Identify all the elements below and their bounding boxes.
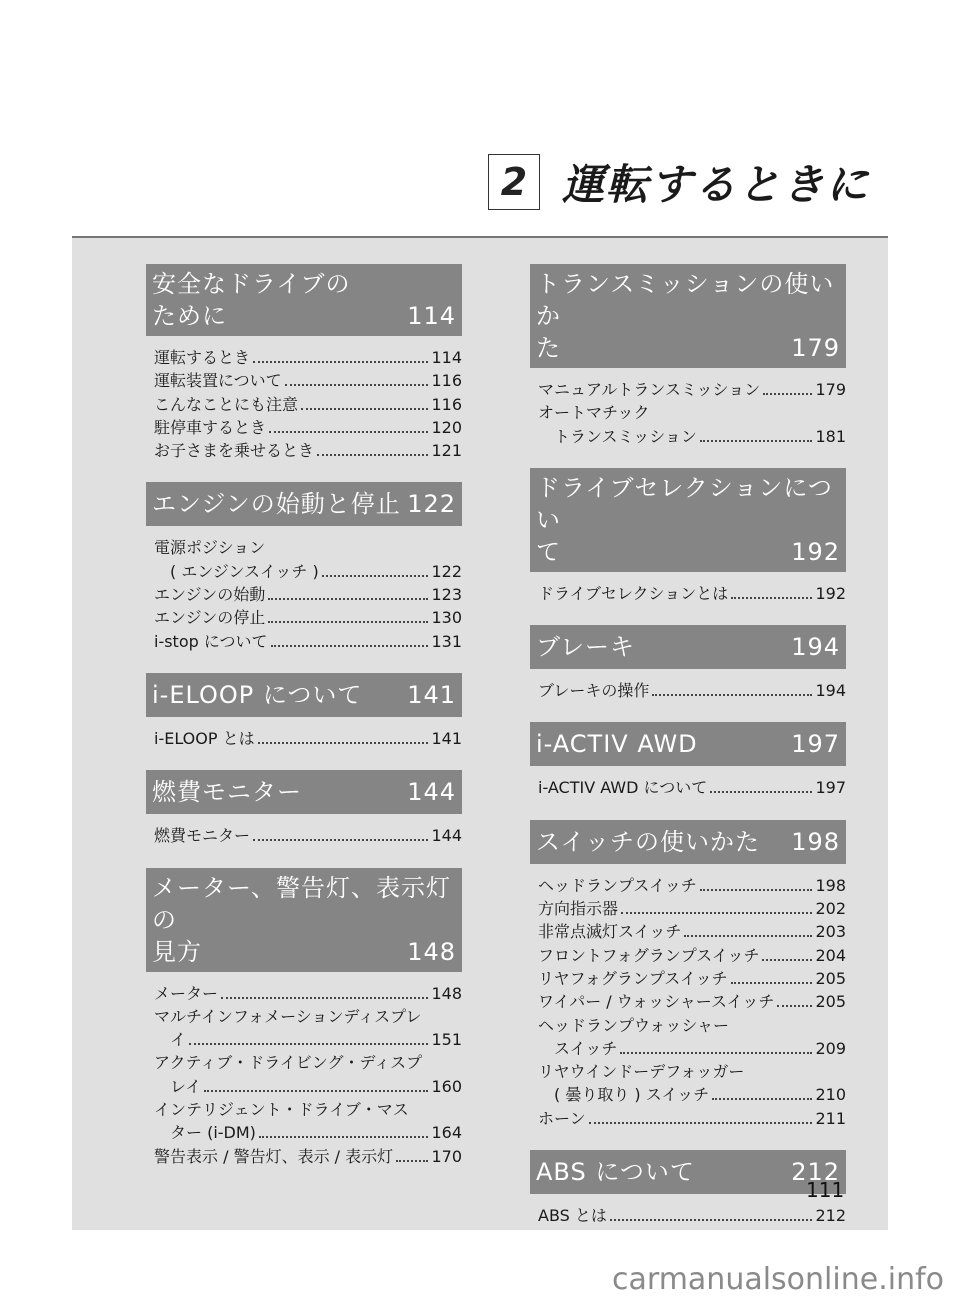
section-page: 197 [791,730,840,759]
toc-entry[interactable]: 運転するとき 114 [154,348,462,367]
toc-entry[interactable]: ヘッドランプウォッシャー スイッチ 209 [538,1015,846,1058]
toc-entry[interactable]: マニュアルトランスミッション 179 [538,380,846,399]
toc-left-column [146,264,462,1188]
toc-entry[interactable]: i-ELOOP とは 141 [154,728,462,748]
section-entries [146,814,462,867]
section-page: 122 [407,490,456,519]
section-entries [530,572,846,625]
section-page: 212 [791,1158,840,1187]
section-title: ABS について [536,1158,695,1187]
toc-entry[interactable]: リヤウインドーデフォッガー ( 曇り取り ) スイッチ 210 [538,1062,846,1105]
section-entries [146,717,462,770]
toc-entry[interactable]: 電源ポジション ( エンジンスイッチ ) 122 [154,538,462,581]
section-heading[interactable] [530,264,846,368]
toc-entry[interactable]: アクティブ・ドライビング・ディスプ レイ 160 [154,1053,462,1096]
toc-entry[interactable]: ホーン 211 [538,1108,846,1128]
section-page: 192 [791,537,840,566]
section-entries [530,1194,846,1247]
section-heading[interactable] [146,770,462,814]
section-title: 見方 [152,937,202,966]
toc-entry[interactable]: i-ACTIV AWD について 197 [538,778,846,798]
section-title: ブレーキ [536,633,636,662]
toc-entry[interactable]: 駐停車するとき 120 [154,417,462,437]
toc-right-column [530,264,846,1247]
toc-entry[interactable]: エンジンの停止 130 [154,608,462,628]
toc-entry[interactable]: インテリジェント・ドライブ・マス ター (i-DM) 164 [154,1100,462,1143]
page-number: 111 [806,1178,845,1202]
toc-entry[interactable]: ABS とは 212 [538,1206,846,1226]
section-page: 148 [407,937,456,966]
toc-entry[interactable]: i-stop について 131 [154,631,462,651]
section-title: エンジンの始動と停止 [152,490,401,519]
toc-entry[interactable]: オートマチック トランスミッション 181 [538,403,846,446]
chapter-number-box: 2 [488,154,540,210]
section-entries [146,526,462,672]
chapter-header [488,152,870,212]
section-title: て [536,537,561,566]
toc-entry[interactable]: マルチインフォメーションディスプレ イ 151 [154,1006,462,1050]
section-heading[interactable] [146,868,462,972]
section-heading[interactable] [146,482,462,526]
toc-entry[interactable]: 非常点滅灯スイッチ 203 [538,922,846,942]
chapter-title: 運転するときに [562,160,871,209]
toc-entry[interactable]: エンジンの始動 123 [154,585,462,605]
section-title: メーター、警告灯、表示灯の [152,873,452,934]
section-page: 144 [407,778,456,807]
toc-entry[interactable]: メーター 148 [154,983,462,1003]
section-heading[interactable] [530,468,846,572]
section-title: 安全なドライブの [152,270,351,298]
section-heading[interactable] [530,625,846,669]
toc-entry[interactable]: フロントフォグランプスイッチ 204 [538,945,846,965]
toc-entry[interactable]: ヘッドランプスイッチ 198 [538,875,846,895]
section-heading[interactable] [530,1150,846,1194]
section-heading[interactable] [146,264,462,336]
toc-entry[interactable]: 警告表示 / 警告灯、表示 / 表示灯 170 [154,1146,462,1166]
section-entries [530,368,846,468]
toc-entry[interactable]: リヤフォグランプスイッチ 205 [538,968,846,988]
section-title: ために [152,302,227,330]
section-title: た [536,334,561,362]
section-page: 179 [791,334,840,362]
section-title: スイッチの使いかた [536,827,761,856]
section-entries [146,972,462,1188]
section-page: 141 [407,680,456,709]
section-title: i-ELOOP について [152,680,363,709]
section-entries [146,336,462,482]
section-heading[interactable] [530,820,846,864]
section-heading[interactable] [530,722,846,766]
section-heading[interactable] [146,673,462,717]
section-entries [530,669,846,722]
watermark: carmanualsonline.info [612,1262,944,1297]
toc-entry[interactable]: ブレーキの操作 194 [538,681,846,701]
section-title: ドライブセレクションについ [536,473,833,534]
section-page: 198 [791,827,840,856]
toc-entry[interactable]: お子さまを乗せるとき 121 [154,441,462,461]
section-page: 114 [407,302,456,330]
section-title: 燃費モニター [152,778,302,807]
section-title: i-ACTIV AWD [536,730,698,759]
toc-entry[interactable]: 燃費モニター 144 [154,826,462,846]
section-entries [530,864,846,1150]
section-entries [530,766,846,819]
section-page: 194 [791,633,840,662]
toc-entry[interactable]: こんなことにも注意 116 [154,394,462,414]
toc-entry[interactable]: 運転装置について 116 [154,371,462,391]
section-title: トランスミッションの使いか [536,270,835,330]
toc-entry[interactable]: ドライブセレクションとは 192 [538,583,846,603]
toc-entry[interactable]: 方向指示器 202 [538,899,846,919]
toc-entry[interactable]: ワイパー / ウォッシャースイッチ 205 [538,992,846,1012]
